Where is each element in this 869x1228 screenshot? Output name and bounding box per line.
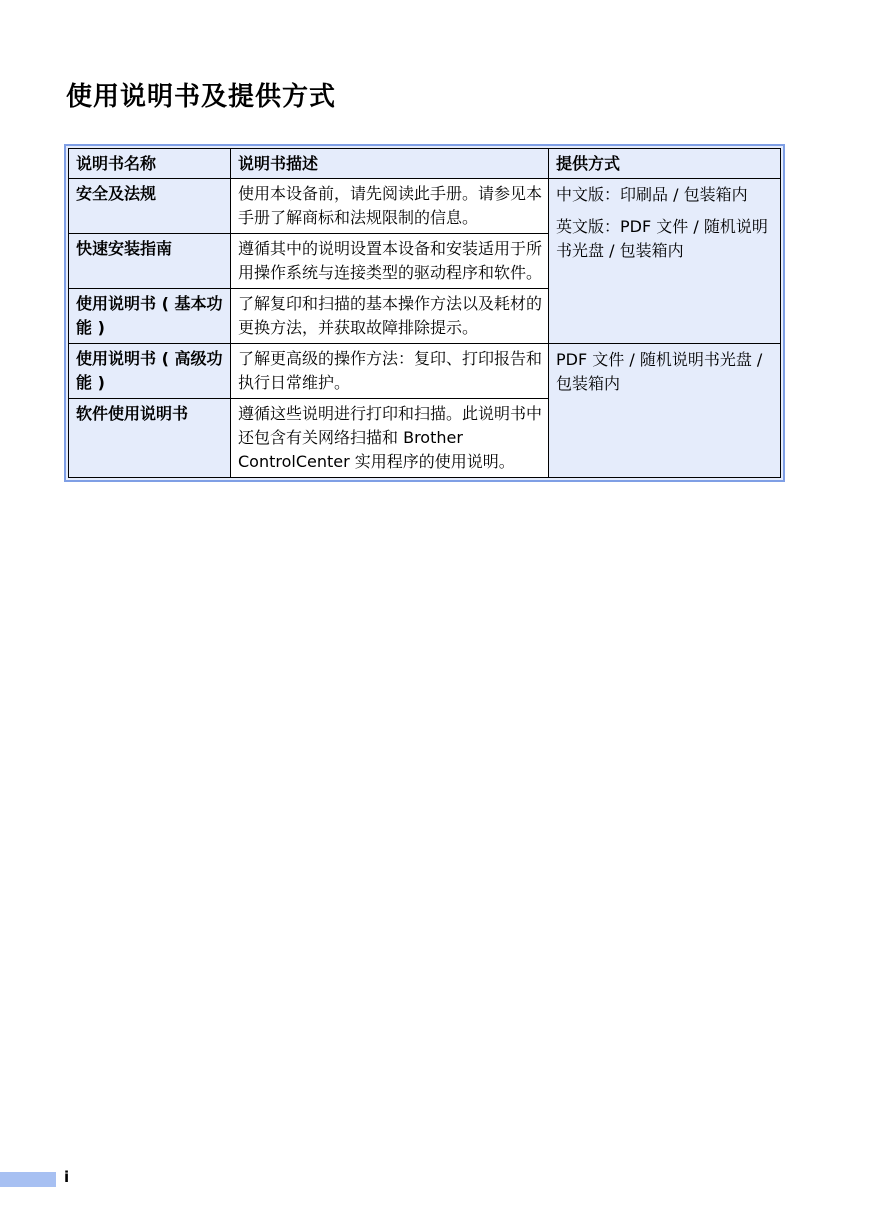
manual-description-cell: 使用本设备前，请先阅读此手册。请参见本手册了解商标和法规限制的信息。 <box>231 179 549 234</box>
delivery-method-pdf: PDF 文件 / 随机说明书光盘 / 包装箱内 <box>556 350 763 393</box>
manual-table <box>68 148 781 478</box>
delivery-method-chinese: 中文版：印刷品 / 包装箱内 <box>556 185 748 204</box>
table-header-row <box>69 149 781 179</box>
header-manual-description: 说明书描述 <box>231 149 549 179</box>
manual-description-cell: 遵循其中的说明设置本设备和安装适用于所用操作系统与连接类型的驱动程序和软件。 <box>231 234 549 289</box>
delivery-method-cell <box>549 179 781 344</box>
manual-name-cell: 快速安装指南 <box>69 234 231 289</box>
table-row <box>69 179 781 234</box>
manual-name-cell: 使用说明书 ( 基本功能 ) <box>69 289 231 344</box>
table-row <box>69 344 781 399</box>
page-tab-marker <box>0 1172 56 1187</box>
delivery-method-english: 英文版：PDF 文件 / 随机说明书光盘 / 包装箱内 <box>556 217 768 260</box>
header-delivery-method: 提供方式 <box>549 149 781 179</box>
manual-description-cell: 遵循这些说明进行打印和扫描。此说明书中还包含有关网络扫描和 Brother ControlCenter 实用程序的使用说明。 <box>231 399 549 478</box>
manual-description-cell: 了解更高级的操作方法：复印、打印报告和执行日常维护。 <box>231 344 549 399</box>
header-manual-name: 说明书名称 <box>69 149 231 179</box>
manual-name-cell: 软件使用说明书 <box>69 399 231 478</box>
page-number: i <box>64 1168 70 1186</box>
manual-description-cell: 了解复印和扫描的基本操作方法以及耗材的更换方法，并获取故障排除提示。 <box>231 289 549 344</box>
manual-table-frame <box>64 144 785 482</box>
manual-name-cell: 安全及法规 <box>69 179 231 234</box>
delivery-method-cell <box>549 344 781 478</box>
manual-name-cell: 使用说明书 ( 高级功能 ) <box>69 344 231 399</box>
page-title: 使用说明书及提供方式 <box>66 82 337 112</box>
